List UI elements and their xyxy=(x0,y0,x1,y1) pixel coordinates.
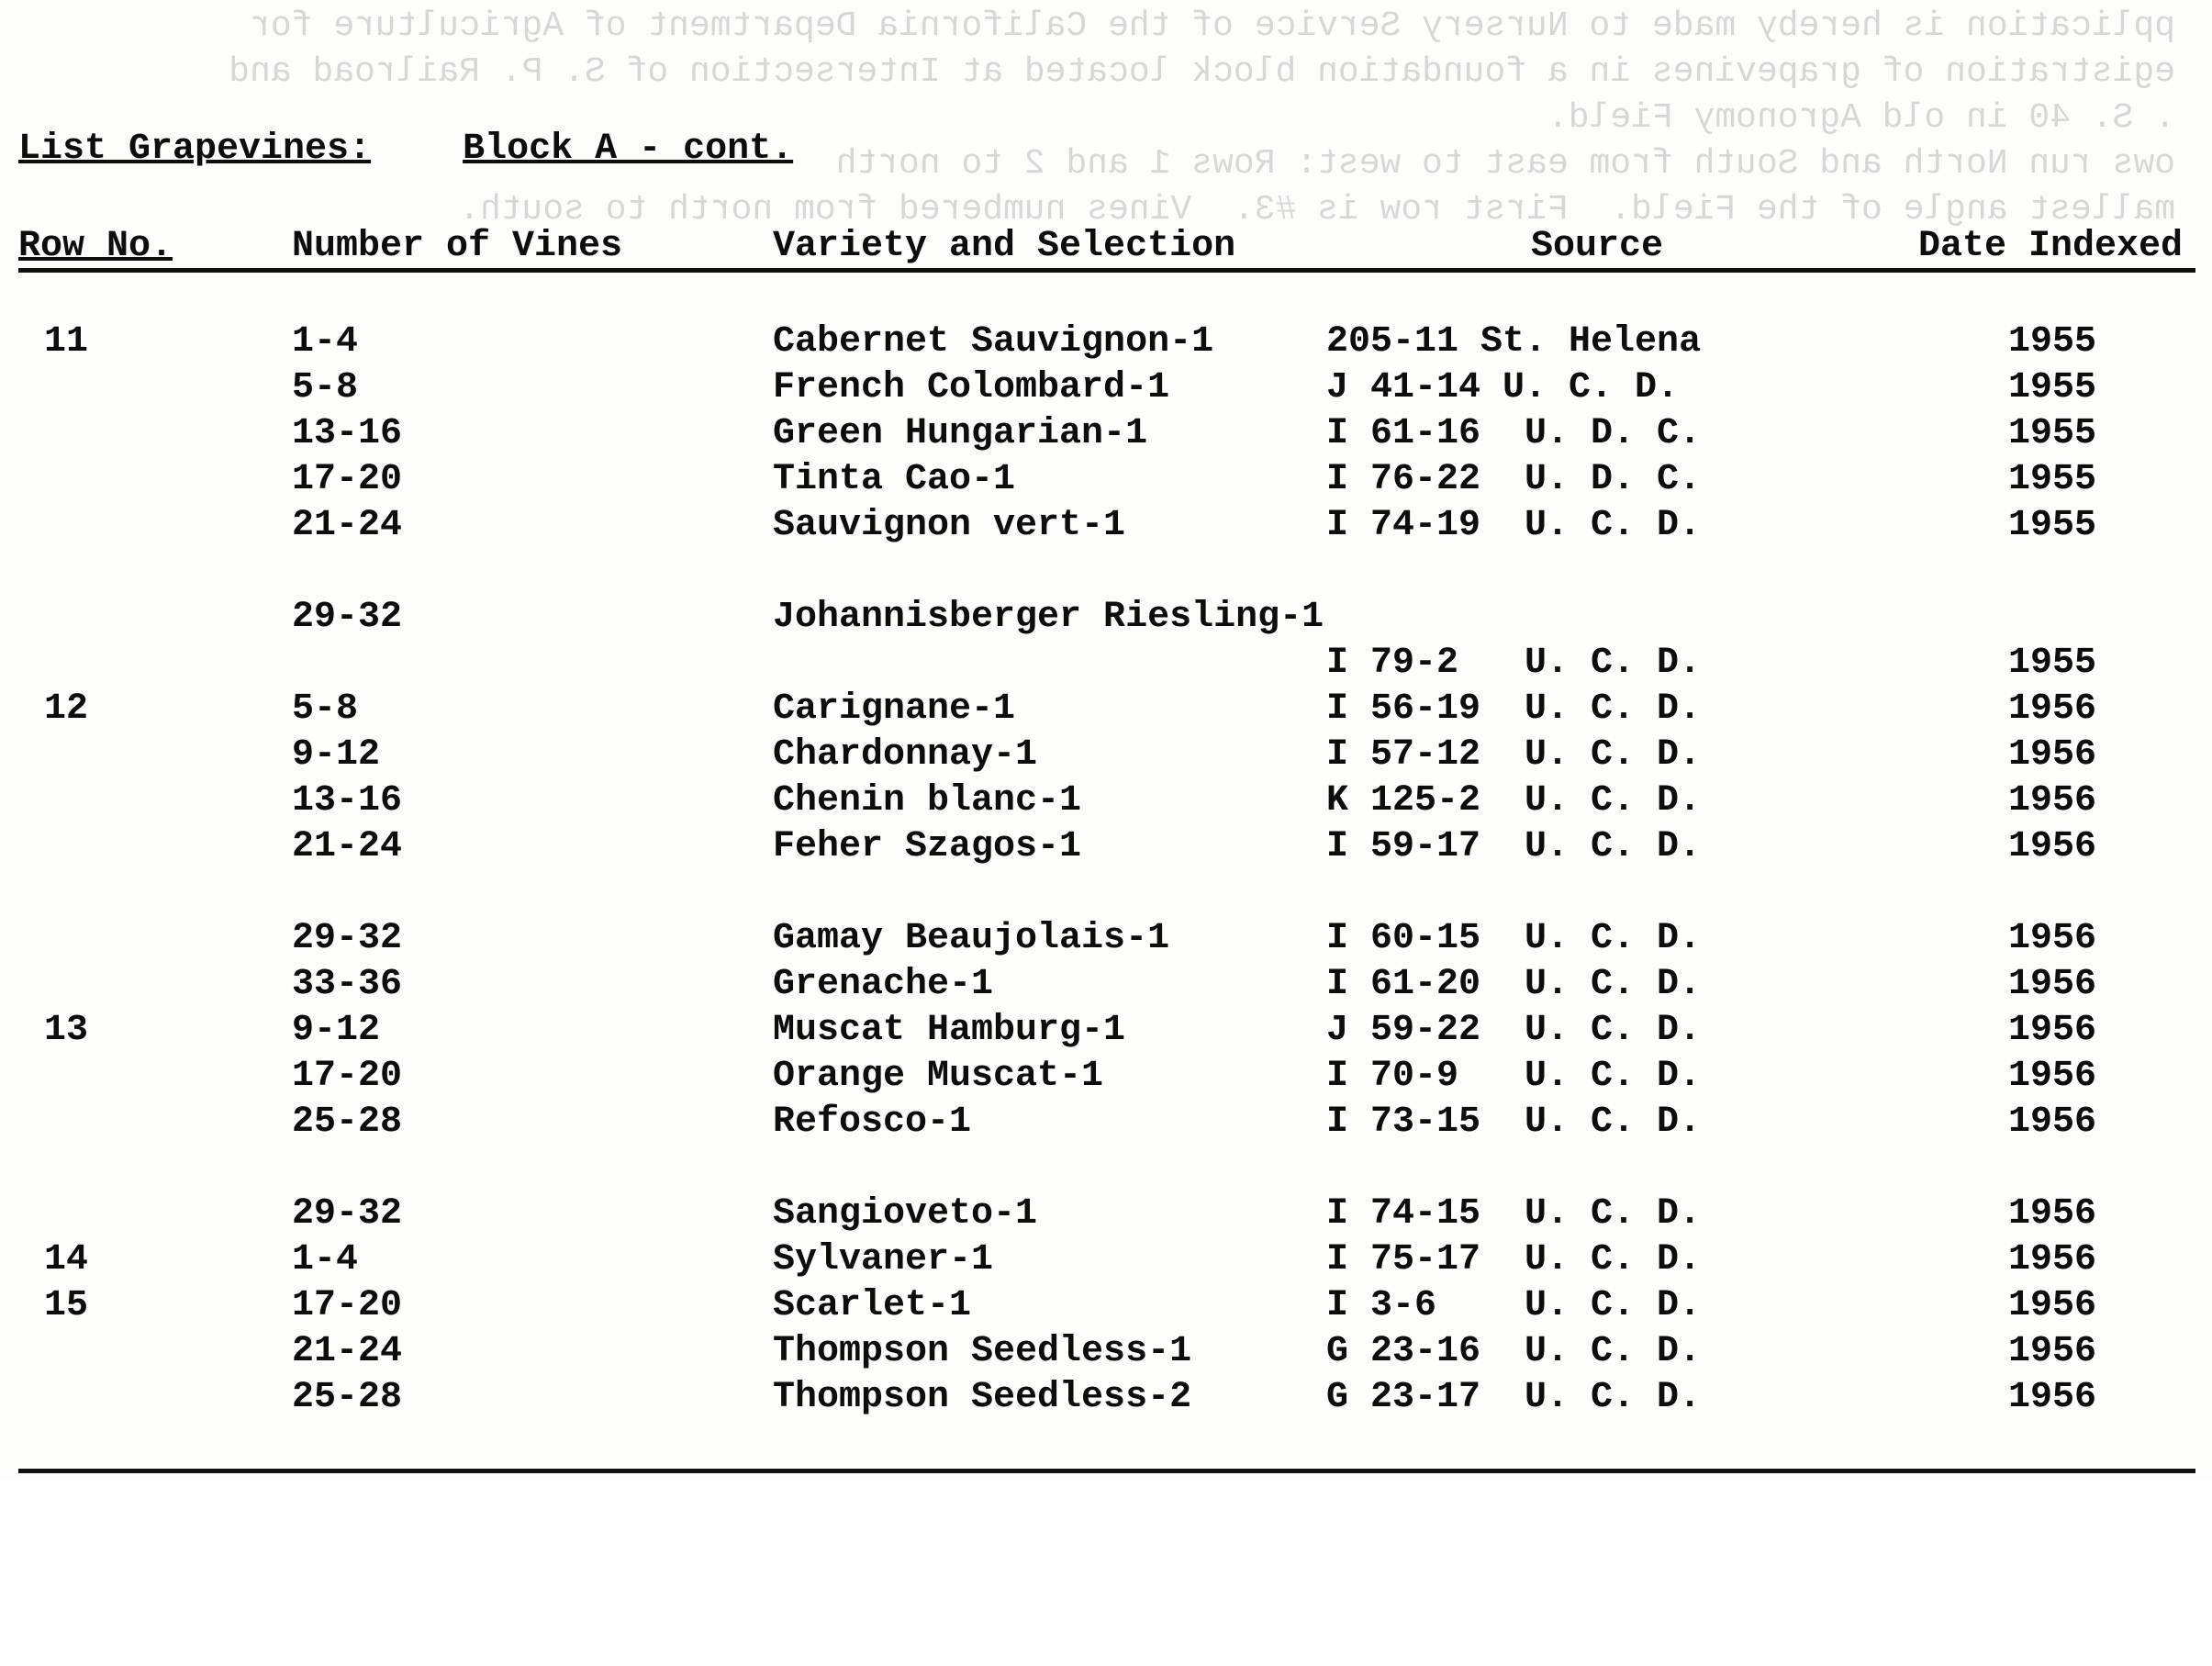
vine-range: 17-20 xyxy=(292,1056,403,1097)
bleed-line: pplication is hereby made to Nursery Service of the California Department of Agriculture for xyxy=(250,6,2175,46)
table-row xyxy=(0,918,2212,964)
vine-range: 21-24 xyxy=(292,1331,403,1372)
list-label: List Grapevines: xyxy=(18,129,372,170)
table-row xyxy=(0,1285,2212,1331)
column-header-source: Source xyxy=(1531,226,1664,267)
row-number: 14 xyxy=(44,1239,89,1280)
variety-selection: Tinta Cao-1 xyxy=(773,459,1016,500)
row-number: 13 xyxy=(44,1010,89,1051)
vine-range: 29-32 xyxy=(292,597,403,638)
variety-selection: Chardonnay-1 xyxy=(773,734,1038,776)
variety-selection: Thompson Seedless-1 xyxy=(773,1331,1192,1372)
source: I 61-16 U. D. C. xyxy=(1326,413,1702,454)
vine-range: 1-4 xyxy=(292,1239,359,1280)
variety-selection: Sylvaner-1 xyxy=(773,1239,994,1280)
bleed-line: mallest angle of the Field. First row is #3. Vines numbered from north to south. xyxy=(459,190,2175,229)
vine-range: 33-36 xyxy=(292,964,403,1005)
source: I 70-9 U. C. D. xyxy=(1326,1056,1702,1097)
date-indexed: 1956 xyxy=(2008,1285,2097,1326)
table-row xyxy=(0,1377,2212,1423)
vine-range: 21-24 xyxy=(292,826,403,867)
date-indexed: 1955 xyxy=(2008,367,2097,408)
column-header-number-of-vines: Number of Vines xyxy=(292,226,623,267)
source: I 73-15 U. C. D. xyxy=(1326,1101,1702,1143)
variety-selection: Refosco-1 xyxy=(773,1101,972,1143)
row-number: 12 xyxy=(44,688,89,730)
vine-range: 25-28 xyxy=(292,1101,403,1143)
source: I 60-15 U. C. D. xyxy=(1326,918,1702,959)
date-indexed: 1956 xyxy=(2008,1239,2097,1280)
column-header-variety: Variety and Selection xyxy=(773,226,1236,267)
page-heading xyxy=(18,129,885,170)
table-row xyxy=(0,413,2212,459)
row-number: 15 xyxy=(44,1285,89,1326)
source: 205-11 St. Helena xyxy=(1326,321,1702,363)
source: J 41-14 U. C. D. xyxy=(1326,367,1680,408)
table-row xyxy=(0,459,2212,505)
vine-range: 25-28 xyxy=(292,1377,403,1418)
bleed-line: . S. 40 in old Agronomy Field. xyxy=(1547,98,2175,138)
date-indexed: 1956 xyxy=(2008,1010,2097,1051)
vine-range: 17-20 xyxy=(292,459,403,500)
date-indexed: 1956 xyxy=(2008,1056,2097,1097)
variety-selection: French Colombard-1 xyxy=(773,367,1170,408)
table-row xyxy=(0,688,2212,734)
variety-selection: Thompson Seedless-2 xyxy=(773,1377,1192,1418)
table-row xyxy=(0,505,2212,551)
source: J 59-22 U. C. D. xyxy=(1326,1010,1702,1051)
date-indexed: 1956 xyxy=(2008,918,2097,959)
table-row xyxy=(0,321,2212,367)
variety-selection: Chenin blanc-1 xyxy=(773,780,1082,822)
table-row xyxy=(0,1010,2212,1056)
variety-selection: Feher Szagos-1 xyxy=(773,826,1082,867)
variety-selection: Grenache-1 xyxy=(773,964,994,1005)
vine-range: 1-4 xyxy=(292,321,359,363)
source: K 125-2 U. C. D. xyxy=(1326,780,1702,822)
vine-range: 13-16 xyxy=(292,780,403,822)
date-indexed: 1956 xyxy=(2008,1101,2097,1143)
variety-selection: Cabernet Sauvignon-1 xyxy=(773,321,1214,363)
source: I 76-22 U. D. C. xyxy=(1326,459,1702,500)
variety-selection: Sauvignon vert-1 xyxy=(773,505,1126,546)
table-row xyxy=(0,780,2212,826)
date-indexed: 1955 xyxy=(2008,505,2097,546)
vine-range: 29-32 xyxy=(292,918,403,959)
bleed-line: ows run North and South from east to west: Rows 1 and 2 to north xyxy=(835,144,2175,184)
date-indexed: 1956 xyxy=(2008,780,2097,822)
table-row xyxy=(0,734,2212,780)
footer-rule xyxy=(18,1469,2195,1473)
source: I 79-2 U. C. D. xyxy=(1326,643,1702,684)
source: I 59-17 U. C. D. xyxy=(1326,826,1702,867)
source: I 75-17 U. C. D. xyxy=(1326,1239,1702,1280)
vine-range: 5-8 xyxy=(292,367,359,408)
variety-selection: Muscat Hamburg-1 xyxy=(773,1010,1126,1051)
date-indexed: 1955 xyxy=(2008,413,2097,454)
table-row xyxy=(0,1239,2212,1285)
column-header-row-no: Row No. xyxy=(18,226,173,267)
table-row xyxy=(0,643,2212,688)
date-indexed: 1955 xyxy=(2008,321,2097,363)
date-indexed: 1956 xyxy=(2008,688,2097,730)
source: I 74-19 U. C. D. xyxy=(1326,505,1702,546)
variety-selection: Sangioveto-1 xyxy=(773,1193,1038,1235)
column-header-date-indexed: Date Indexed xyxy=(1918,226,2184,267)
bleed-line: egistration of grapevines in a foundation block located at Intersection of S. P. Railroad and xyxy=(229,52,2175,92)
date-indexed: 1956 xyxy=(2008,826,2097,867)
table-row xyxy=(0,367,2212,413)
variety-selection: Green Hungarian-1 xyxy=(773,413,1148,454)
source: I 57-12 U. C. D. xyxy=(1326,734,1702,776)
vine-range: 9-12 xyxy=(292,1010,381,1051)
table-row xyxy=(0,1331,2212,1377)
header-rule xyxy=(18,268,2195,273)
table-row xyxy=(0,826,2212,872)
date-indexed: 1956 xyxy=(2008,734,2097,776)
vine-range: 5-8 xyxy=(292,688,359,730)
table-row xyxy=(0,1101,2212,1147)
date-indexed: 1955 xyxy=(2008,459,2097,500)
date-indexed: 1955 xyxy=(2008,643,2097,684)
source: I 3-6 U. C. D. xyxy=(1326,1285,1702,1326)
date-indexed: 1956 xyxy=(2008,1331,2097,1372)
variety-selection: Johannisberger Riesling-1 xyxy=(773,597,1324,638)
variety-selection: Carignane-1 xyxy=(773,688,1016,730)
vine-range: 17-20 xyxy=(292,1285,403,1326)
vine-range: 13-16 xyxy=(292,413,403,454)
variety-selection: Orange Muscat-1 xyxy=(773,1056,1104,1097)
date-indexed: 1956 xyxy=(2008,964,2097,1005)
source: I 74-15 U. C. D. xyxy=(1326,1193,1702,1235)
source: G 23-16 U. C. D. xyxy=(1326,1331,1702,1372)
table-row xyxy=(0,964,2212,1010)
source: G 23-17 U. C. D. xyxy=(1326,1377,1702,1418)
variety-selection: Scarlet-1 xyxy=(773,1285,972,1326)
table-row xyxy=(0,1193,2212,1239)
variety-selection: Gamay Beaujolais-1 xyxy=(773,918,1170,959)
vine-range: 9-12 xyxy=(292,734,381,776)
date-indexed: 1956 xyxy=(2008,1377,2097,1418)
source: I 56-19 U. C. D. xyxy=(1326,688,1702,730)
vine-range: 21-24 xyxy=(292,505,403,546)
row-number: 11 xyxy=(44,321,89,363)
block-label: Block A - cont. xyxy=(463,129,794,170)
vine-range: 29-32 xyxy=(292,1193,403,1235)
date-indexed: 1956 xyxy=(2008,1193,2097,1235)
source: I 61-20 U. C. D. xyxy=(1326,964,1702,1005)
table-row xyxy=(0,597,2212,643)
table-row xyxy=(0,1056,2212,1101)
